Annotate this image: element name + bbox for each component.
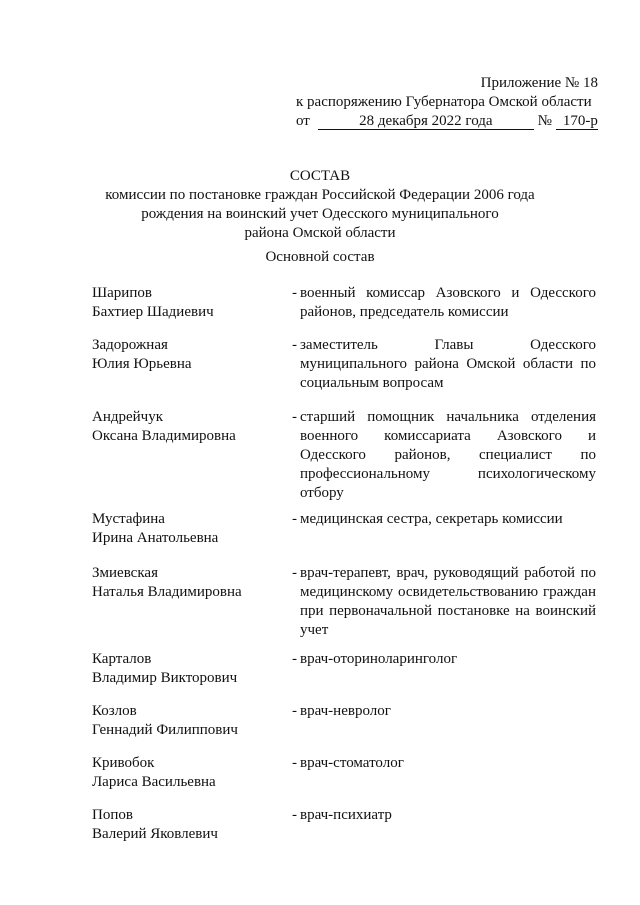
member-dash: - (292, 285, 297, 301)
member-surname: Карталов (92, 651, 152, 667)
member-surname: Кривобок (92, 755, 155, 771)
member-dash: - (292, 409, 297, 425)
member-name (92, 650, 282, 688)
member-dash: - (292, 511, 297, 527)
member-dash: - (292, 337, 297, 353)
member-name (92, 284, 282, 322)
document-title (80, 167, 560, 243)
member-dash: - (292, 807, 297, 823)
appendix-header (296, 74, 606, 131)
member-surname: Шарипов (92, 285, 152, 301)
member-given-name: Юлия Юрьевна (92, 356, 192, 372)
member-name (92, 754, 282, 792)
member-role: врач-оториноларинголог (300, 651, 458, 667)
member-given-name: Владимир Викторович (92, 670, 238, 686)
member-given-name: Наталья Владимировна (92, 584, 242, 600)
member-name (92, 564, 282, 602)
title-line-2: комиссии по постановке граждан Российской Федерации 2006 года (105, 187, 535, 203)
member-role: врач-невролог (300, 703, 391, 719)
member-surname: Змиевская (92, 565, 158, 581)
member-given-name: Валерий Яковлевич (92, 826, 218, 842)
member-dash: - (292, 755, 297, 771)
member-given-name: Оксана Владимировна (92, 428, 236, 444)
member-role: врач-психиатр (300, 807, 392, 823)
appendix-number: Приложение № 18 (480, 75, 598, 91)
section-heading: Основной состав (265, 249, 375, 265)
member-role: врач-терапевт, врач, руководящий работой по медицинскому освидетельствованию граждан при первоначальной постановке на воинский учет (300, 565, 596, 638)
member-given-name: Бахтиер Шадиевич (92, 304, 214, 320)
member-name (92, 336, 282, 374)
member-role: старший помощник начальника отделения военного комиссариата Азовского и Одесского районов, специалист по профессиональному психологическому отбору (300, 409, 596, 501)
member-surname: Андрейчук (92, 409, 164, 425)
member-surname: Попов (92, 807, 133, 823)
decree-date: 28 декабря 2022 года (318, 113, 534, 130)
member-given-name: Ирина Анатольевна (92, 530, 219, 546)
member-name (92, 702, 282, 740)
member-name (92, 408, 282, 446)
member-role: врач-стоматолог (300, 755, 404, 771)
title-line-3: рождения на воинский учет Одесского муниципального (141, 206, 499, 222)
member-given-name: Геннадий Филиппович (92, 722, 238, 738)
member-surname: Козлов (92, 703, 137, 719)
member-surname: Мустафина (92, 511, 165, 527)
title-line-4: района Омской области (244, 225, 396, 241)
member-surname: Задорожная (92, 337, 168, 353)
decree-number: 170-р (556, 113, 598, 130)
member-dash: - (292, 703, 297, 719)
member-given-name: Лариса Васильевна (92, 774, 216, 790)
number-label: № (537, 113, 552, 129)
member-role: медицинская сестра, секретарь комиссии (300, 511, 563, 527)
member-role: военный комиссар Азовского и Одесского районов, председатель комиссии (300, 285, 596, 320)
member-name (92, 806, 282, 844)
decree-date-line (296, 112, 606, 131)
member-name (92, 510, 282, 548)
member-dash: - (292, 651, 297, 667)
title-line-1: СОСТАВ (289, 168, 351, 184)
decree-reference: к распоряжению Губернатора Омской области (296, 94, 592, 110)
member-dash: - (292, 565, 297, 581)
member-role: заместитель Главы Одесского муниципального района Омской области по социальным вопросам (300, 337, 596, 391)
from-label: от (296, 113, 310, 129)
